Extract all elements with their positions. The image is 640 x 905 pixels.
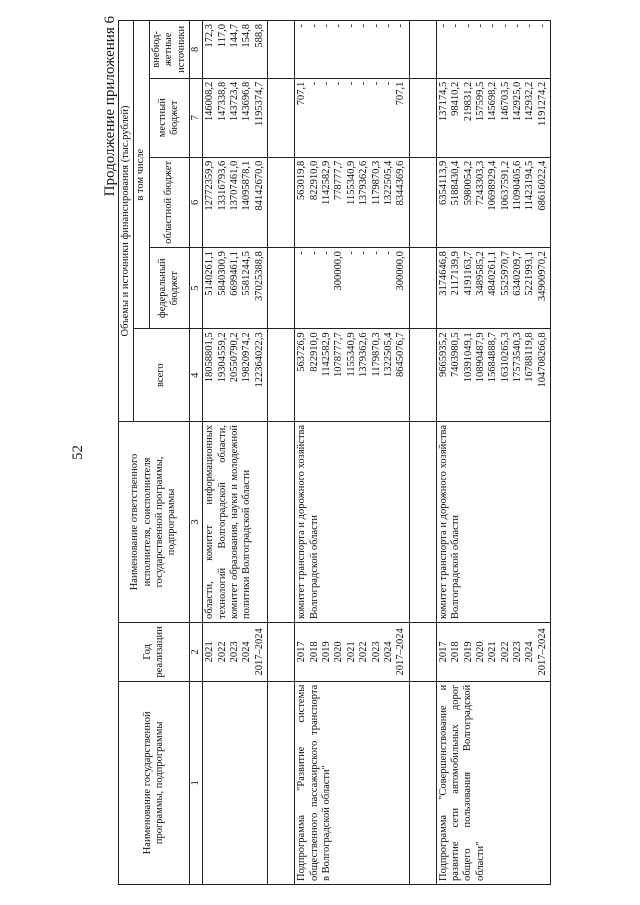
regional-value: 1155340,9 bbox=[345, 160, 357, 205]
header-federal: федеральный бюджет bbox=[149, 248, 189, 329]
total-value: 19304559,2 bbox=[216, 332, 228, 383]
extrabudget-value: - bbox=[395, 24, 407, 28]
year-value: 2021 bbox=[487, 641, 499, 663]
year-value: 2020 bbox=[474, 641, 486, 663]
federal-value: - bbox=[296, 251, 308, 255]
column-number: 7 bbox=[189, 78, 202, 157]
extrabudget-value: - bbox=[382, 24, 394, 28]
total-value: 16310265,3 bbox=[499, 332, 511, 383]
regional-value: 822910,0 bbox=[308, 160, 320, 201]
regional-cell bbox=[203, 157, 268, 247]
total-value: 563726,9 bbox=[296, 332, 308, 372]
column-number: 3 bbox=[189, 421, 202, 622]
year-value: 2023 bbox=[370, 641, 382, 663]
continuation-note: Продолжение приложения 6 bbox=[102, 16, 118, 197]
federal-value: 2117139,9 bbox=[450, 251, 462, 296]
year-value: 2024 bbox=[241, 641, 253, 663]
local-value: 142932,2 bbox=[524, 81, 536, 122]
regional-value: 1179870,3 bbox=[370, 160, 382, 205]
total-value: 18058801,5 bbox=[204, 332, 216, 383]
year-value: 2019 bbox=[462, 641, 474, 663]
extrabudget-value: - bbox=[487, 24, 499, 28]
federal-value: - bbox=[358, 251, 370, 255]
executor-cell: области, комитет информационных технологий Волгоградской области, комитет образования, науки и молодежной политики Волгоградской области bbox=[203, 421, 268, 622]
year-value: 2018 bbox=[450, 641, 462, 663]
extrabudget-value: - bbox=[536, 24, 548, 28]
extrabudget-value: - bbox=[308, 24, 320, 28]
extrabudget-cell bbox=[203, 21, 268, 79]
total-value: 1155340,9 bbox=[345, 332, 357, 377]
column-number: 4 bbox=[189, 329, 202, 422]
total-value: 104708266,8 bbox=[536, 332, 548, 388]
column-number: 5 bbox=[189, 248, 202, 329]
local-value: - bbox=[308, 81, 320, 86]
total-value: 1078777,7 bbox=[333, 332, 345, 378]
total-value: 1379362,6 bbox=[358, 332, 370, 378]
extrabudget-value: - bbox=[524, 24, 536, 28]
local-value: - bbox=[320, 81, 332, 86]
table-spacer-row bbox=[268, 21, 295, 885]
federal-value: - bbox=[382, 251, 394, 255]
local-value: 147338,8 bbox=[216, 81, 228, 122]
program-name-cell: Подпрограмма "Развитие системы общественного пассажирского транспорта в Волгоградской области" bbox=[295, 681, 410, 884]
header-executor: Наименование ответственного исполнителя, соисполнителя государственной программы, подпрограммы bbox=[119, 421, 190, 622]
total-value: 10890487,9 bbox=[474, 332, 486, 383]
federal-value: 4191163,7 bbox=[462, 251, 474, 296]
year-value: 2019 bbox=[320, 641, 332, 663]
local-value: 146703,5 bbox=[499, 81, 511, 122]
total-value: 17573540,3 bbox=[512, 332, 524, 383]
extrabudget-value: - bbox=[450, 24, 462, 28]
regional-value: 778777,7 bbox=[333, 160, 345, 201]
local-cell bbox=[436, 78, 551, 157]
local-value: 707,1 bbox=[395, 81, 407, 106]
regional-value: 5188430,4 bbox=[450, 160, 462, 206]
column-number: 1 bbox=[189, 681, 202, 884]
extrabudget-value: - bbox=[462, 24, 474, 28]
local-cell bbox=[295, 78, 410, 157]
regional-value: 10698929,4 bbox=[487, 160, 499, 211]
federal-value: - bbox=[320, 251, 332, 255]
total-value: 20550790,2 bbox=[229, 332, 241, 383]
federal-value: 5221993,1 bbox=[524, 251, 536, 296]
regional-value: 11090405,6 bbox=[512, 160, 524, 211]
extrabudget-cell bbox=[295, 21, 410, 79]
regional-value: 12772359,9 bbox=[204, 160, 216, 211]
federal-value: - bbox=[308, 251, 320, 255]
regional-value: 1142582,9 bbox=[320, 160, 332, 205]
column-number: 8 bbox=[189, 21, 202, 79]
local-value: - bbox=[358, 81, 370, 86]
local-value: - bbox=[370, 81, 382, 86]
extrabudget-cell bbox=[436, 21, 551, 79]
local-value: 137174,5 bbox=[437, 81, 449, 122]
table-row-program-continuation bbox=[203, 21, 268, 885]
year-value: 2023 bbox=[229, 641, 241, 663]
extrabudget-value: - bbox=[499, 24, 511, 28]
local-value: 145698,2 bbox=[487, 81, 499, 122]
header-regional: областной бюджет bbox=[149, 157, 189, 247]
local-cell bbox=[203, 78, 268, 157]
federal-value: - bbox=[345, 251, 357, 255]
year-value: 2022 bbox=[358, 641, 370, 663]
table-spacer-row bbox=[409, 21, 436, 885]
header-program-name: Наименование государственной программы, подпрограммы bbox=[119, 681, 190, 884]
local-value: 146008,2 bbox=[204, 81, 216, 122]
extrabudget-value: - bbox=[320, 24, 332, 28]
extrabudget-value: 144,7 bbox=[229, 24, 241, 48]
year-value: 2021 bbox=[204, 641, 216, 663]
federal-value: - bbox=[370, 251, 382, 255]
regional-cell bbox=[295, 157, 410, 247]
header-funding-group: Объемы и источники финансирования (тыс.рублей) bbox=[119, 21, 134, 422]
header-extrabudget: внебюд-жетные источники bbox=[149, 21, 189, 79]
regional-value: 8344369,6 bbox=[395, 160, 407, 206]
federal-value: 5140261,1 bbox=[204, 251, 216, 296]
regional-value: 563019,8 bbox=[296, 160, 308, 201]
extrabudget-value: - bbox=[333, 24, 345, 28]
header-including: в том числе bbox=[134, 21, 149, 329]
year-cell bbox=[203, 623, 268, 682]
total-value: 7403980,5 bbox=[450, 332, 462, 378]
total-value: 1179870,3 bbox=[370, 332, 382, 377]
regional-value: 7243303,3 bbox=[474, 160, 486, 206]
federal-value: 37025388,8 bbox=[253, 251, 265, 301]
federal-value: 34900970,2 bbox=[536, 251, 548, 301]
year-cell bbox=[436, 623, 551, 682]
table-row-subprogram-transport bbox=[295, 21, 410, 885]
year-value: 2022 bbox=[499, 641, 511, 663]
local-value: - bbox=[382, 81, 394, 86]
federal-cell bbox=[295, 248, 410, 329]
regional-value: 1322505,4 bbox=[382, 160, 394, 206]
total-value: 16788119,8 bbox=[524, 332, 536, 382]
extrabudget-value: - bbox=[512, 24, 524, 28]
local-value: 219831,2 bbox=[462, 81, 474, 122]
federal-value: 6699461,1 bbox=[229, 251, 241, 296]
year-value: 2017 bbox=[437, 641, 449, 663]
local-value: - bbox=[345, 81, 357, 86]
regional-value: 5980054,2 bbox=[462, 160, 474, 206]
header-year: Год реализации bbox=[119, 623, 190, 682]
regional-value: 1379362,6 bbox=[358, 160, 370, 206]
year-value: 2024 bbox=[382, 641, 394, 663]
local-value: 157599,5 bbox=[474, 81, 486, 122]
local-value: 98410,2 bbox=[450, 81, 462, 116]
table-row-subprogram-roads bbox=[436, 21, 551, 885]
federal-value: 300000,0 bbox=[333, 251, 345, 291]
federal-value: 300000,0 bbox=[395, 251, 407, 291]
regional-cell bbox=[436, 157, 551, 247]
year-cell bbox=[295, 623, 410, 682]
extrabudget-value: 154,8 bbox=[241, 24, 253, 48]
regional-value: 14095878,1 bbox=[241, 160, 253, 211]
year-value: 2023 bbox=[512, 641, 524, 663]
column-number-row bbox=[189, 21, 202, 885]
total-value: 1142582,9 bbox=[320, 332, 332, 377]
regional-value: 84142670,0 bbox=[253, 160, 265, 211]
executor-cell: комитет транспорта и дорожного хозяйства Волгоградской области bbox=[436, 421, 551, 622]
federal-value: 3174646,8 bbox=[437, 251, 449, 296]
total-cell bbox=[203, 329, 268, 422]
federal-cell bbox=[436, 248, 551, 329]
year-value: 2020 bbox=[333, 641, 345, 663]
year-value: 2017 bbox=[296, 641, 308, 663]
year-value: 2022 bbox=[216, 641, 228, 663]
total-value: 9665935,2 bbox=[437, 332, 449, 378]
header-total: всего bbox=[134, 329, 190, 422]
total-value: 10391049,1 bbox=[462, 332, 474, 383]
year-value: 2018 bbox=[308, 641, 320, 663]
extrabudget-value: - bbox=[345, 24, 357, 28]
local-value: - bbox=[333, 81, 345, 86]
year-value: 2017–2024 bbox=[395, 628, 407, 676]
extrabudget-value: 588,8 bbox=[253, 24, 265, 48]
extrabudget-value: 117,0 bbox=[216, 24, 228, 48]
local-value: 142925,0 bbox=[512, 81, 524, 122]
federal-cell bbox=[203, 248, 268, 329]
extrabudget-value: - bbox=[358, 24, 370, 28]
year-value: 2021 bbox=[345, 641, 357, 663]
program-name-cell: Подпрограмма "Совершенствование и развитие сети автомобильных дорог общего пользования Волгоградской области" bbox=[436, 681, 551, 884]
total-value: 8645076,7 bbox=[395, 332, 407, 378]
total-value: 822910,0 bbox=[308, 332, 320, 372]
total-value: 15684888,7 bbox=[487, 332, 499, 383]
federal-value: 5840300,9 bbox=[216, 251, 228, 296]
extrabudget-value: - bbox=[474, 24, 486, 28]
total-value: 122364022,3 bbox=[253, 332, 265, 388]
extrabudget-value: - bbox=[437, 24, 449, 28]
program-name-cell bbox=[203, 681, 268, 884]
federal-value: 5581244,5 bbox=[241, 251, 253, 296]
extrabudget-value: - bbox=[296, 24, 308, 28]
year-value: 2024 bbox=[524, 641, 536, 663]
extrabudget-value: - bbox=[370, 24, 382, 28]
local-value: 707,1 bbox=[296, 81, 308, 106]
federal-value: 4840261,1 bbox=[487, 251, 499, 296]
regional-value: 10637591,2 bbox=[499, 160, 511, 211]
column-number: 6 bbox=[189, 157, 202, 247]
header-local: местный бюджет bbox=[149, 78, 189, 157]
federal-value: 3489585,2 bbox=[474, 251, 486, 296]
year-value: 2017–2024 bbox=[536, 628, 548, 676]
total-value: 1322505,4 bbox=[382, 332, 394, 378]
local-value: 143696,8 bbox=[241, 81, 253, 122]
funding-table bbox=[118, 20, 551, 885]
total-cell bbox=[436, 329, 551, 422]
total-cell bbox=[295, 329, 410, 422]
regional-value: 11423194,5 bbox=[524, 160, 536, 211]
extrabudget-value: 172,3 bbox=[204, 24, 216, 48]
year-value: 2017–2024 bbox=[253, 628, 265, 676]
regional-value: 13707461,0 bbox=[229, 160, 241, 211]
total-value: 19820974,2 bbox=[241, 332, 253, 383]
federal-value: 5525970,7 bbox=[499, 251, 511, 296]
executor-cell: комитет транспорта и дорожного хозяйства Волгоградской области bbox=[295, 421, 410, 622]
regional-value: 13316793,6 bbox=[216, 160, 228, 211]
column-number: 2 bbox=[189, 623, 202, 682]
local-value: 143723,4 bbox=[229, 81, 241, 122]
local-value: 1191274,2 bbox=[536, 81, 548, 126]
regional-value: 6354113,9 bbox=[437, 160, 449, 205]
local-value: 1195374,7 bbox=[253, 81, 265, 126]
regional-value: 68616022,4 bbox=[536, 160, 548, 211]
page-number: 52 bbox=[70, 445, 86, 460]
federal-value: 6340209,7 bbox=[512, 251, 524, 296]
